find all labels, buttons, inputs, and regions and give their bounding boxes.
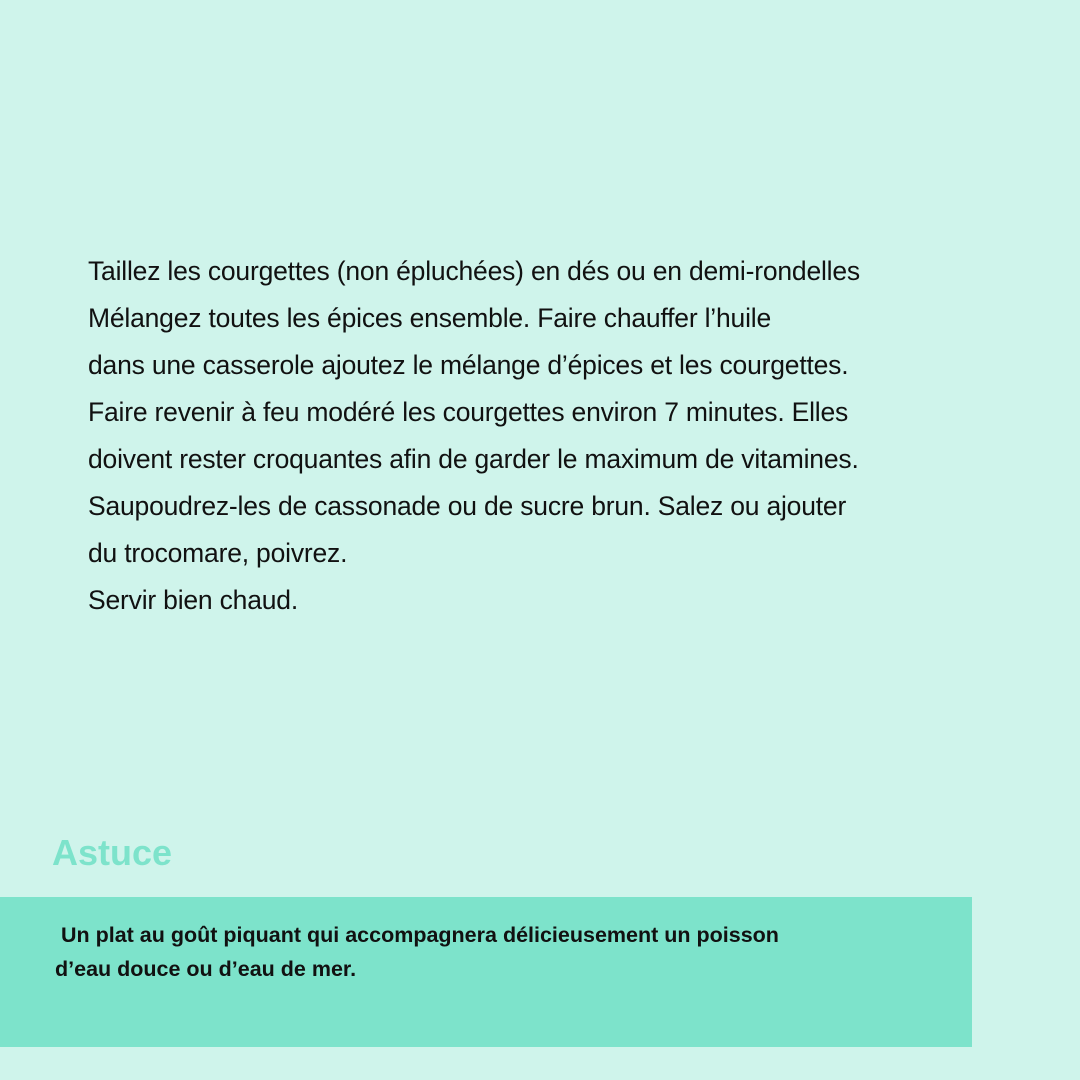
tip-heading: Astuce [52,832,173,873]
recipe-line: du trocomare, poivrez. [88,538,348,568]
tip-box [0,897,972,1047]
tip-text [55,918,955,986]
tip-line: d’eau douce ou d’eau de mer. [55,957,357,981]
recipe-line: Faire revenir à feu modéré les courgettes environ 7 minutes. Elles [88,397,849,427]
recipe-instructions [88,248,1048,624]
tip-line: Un plat au goût piquant qui accompagnera délicieusement un poisson [55,923,779,947]
recipe-line: Saupoudrez-les de cassonade ou de sucre brun. Salez ou ajouter [88,491,847,521]
recipe-line: Taillez les courgettes (non épluchées) en dés ou en demi-rondelles [88,256,860,286]
recipe-line: doivent rester croquantes afin de garder le maximum de vitamines. [88,444,859,474]
recipe-line: dans une casserole ajoutez le mélange d’épices et les courgettes. [88,350,849,380]
recipe-line: Mélangez toutes les épices ensemble. Faire chauffer l’huile [88,303,771,333]
recipe-line: Servir bien chaud. [88,585,298,615]
